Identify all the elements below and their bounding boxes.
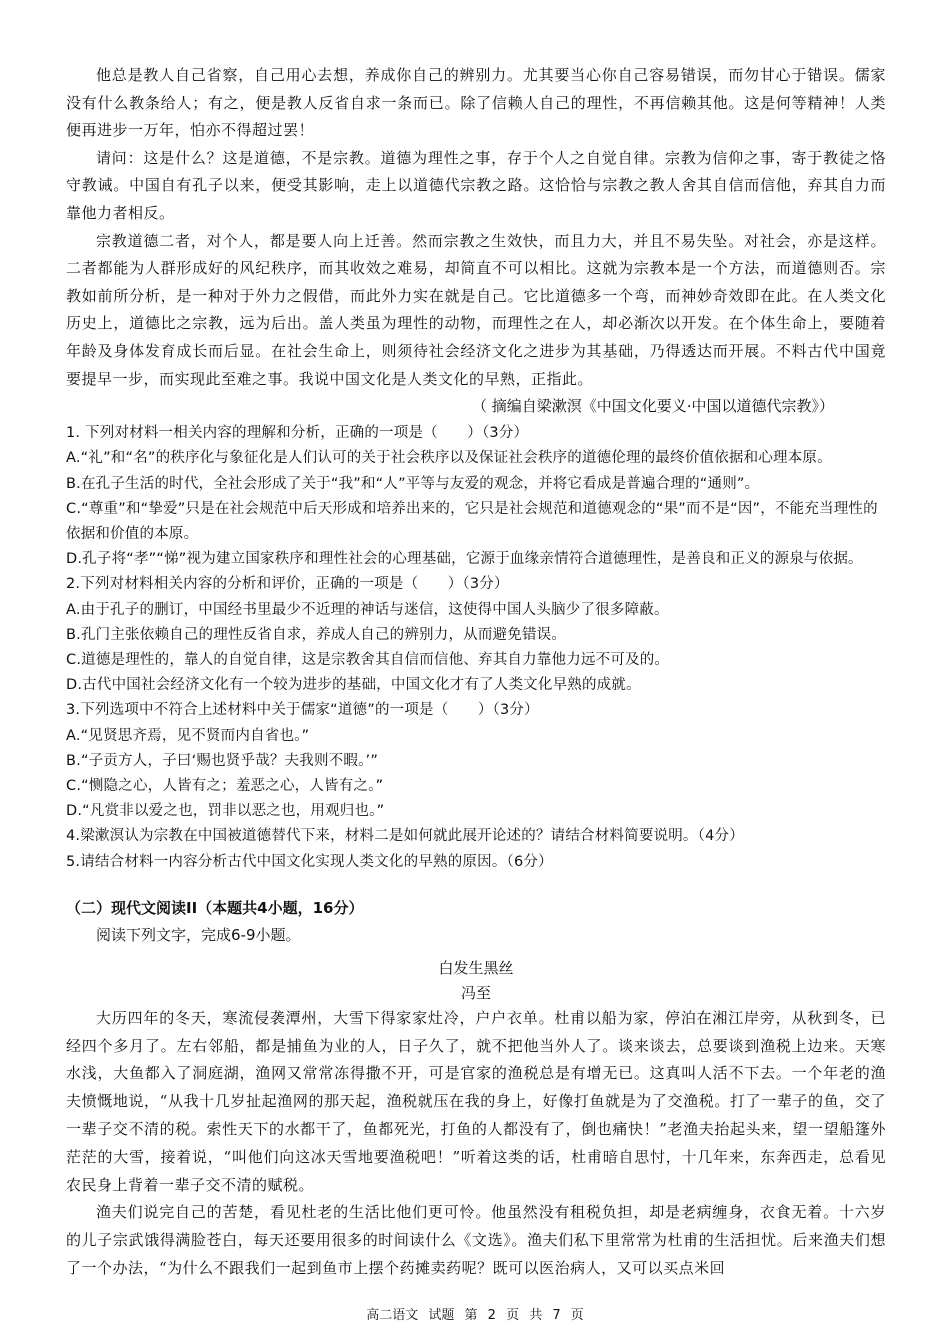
question-2-option-c: C.道德是理性的，靠人的自觉自律，这是宗教舍其自信而信他、弃其自力靠他力远不可及的。: [66, 651, 670, 668]
question-1-option-c: C.“尊重”和“挚爱”只是在社会规范中后天形成和培养出来的，它只是社会规范和道德观念的“果”而不是“因”，不能充当理性的依据和价值的本原。: [66, 500, 878, 542]
question-list: [66, 421, 886, 875]
question-3-option-d: D.“凡赏非以爱之也，罚非以恶之也，用观归也。”: [66, 803, 385, 820]
page-footer: [0, 1304, 950, 1323]
question-2-option-b: B.孔门主张依赖自己的理性反省自求，养成人自己的辨别力，从而避免错误。: [66, 626, 567, 643]
question-1-option-a: A.“礼”和“名”的秩序化与象征化是人们认可的关于社会秩序以及保证社会秩序的道德伦理的最终价值依据和心理本原。: [66, 450, 832, 467]
question-3-option-a: A.“见贤思齐焉，见不贤而内自省也。”: [66, 727, 310, 744]
material-paragraph: 宗教道德二者，对个人，都是要人向上迁善。然而宗教之生效快，而且力大，并且不易失坠。对社会，亦是这样。二者都能为人群形成好的风纪秩序，而其收效之难易，却简直不可以相比。这就为宗教本是一个方法，而道德则否。宗教如前所分析，是一种对于外力之假借，而此外力实在就是自己。它比道德多一个弯，而神妙奇效即在此。在人类文化历史上，道德比之宗教，远为后出。盖人类虽为理性的动物，而理性之在人，却必渐次以开发。在个体生命上，要随着年龄及身体发育成长而后显。在社会生命上，则须待社会经济文化之进步为其基础，乃得透达而开展。不料古代中国竟要提早一步，而实现此至难之事。我说中国文化是人类文化的早熟，正指此。: [66, 231, 886, 388]
question-1-option-d: D.孔子将“孝”“悌”视为建立国家秩序和理性社会的心理基础，它源于血缘亲情符合道德理性，是善良和正义的源泉与依据。: [66, 551, 863, 568]
section-instruction: 阅读下列文字，完成6-9小题。: [96, 925, 301, 944]
question-3-option-b: B.“子贡方人，子曰‘赐也贤乎哉？夫我则不暇。’”: [66, 752, 379, 769]
section-modern-reading-2: [66, 895, 886, 1283]
story-author: 冯至: [460, 983, 491, 1002]
question-2-option-a: A.由于孔子的删订，中国经书里最少不近理的神话与迷信，这使得中国人头脑少了很多障蔽。: [66, 601, 669, 618]
section-heading: （二）现代文阅读II（本题共4小题，16分）: [66, 898, 364, 917]
question-5: 5.请结合材料一内容分析古代中国文化实现人类文化的早熟的原因。（6分）: [66, 853, 553, 870]
question-2-option-d: D.古代中国社会经济文化有一个较为进步的基础，中国文化才有了人类文化早熟的成就。: [66, 677, 641, 694]
question-3-option-c: C.“恻隐之心，人皆有之；羞恶之心，人皆有之。”: [66, 777, 384, 794]
question-3: 3.下列选项中不符合上述材料中关于儒家“道德”的一项是（ ）（3分）: [66, 702, 539, 719]
material-two: [66, 62, 886, 420]
question-4: 4.梁漱溟认为宗教在中国被道德替代下来，材料二是如何就此展开论述的？请结合材料简要说明。（4分）: [66, 828, 744, 845]
footer-page-number: 第 2 页 共 7 页: [464, 1308, 584, 1323]
footer-subject: 高二语文: [366, 1308, 419, 1323]
question-1-option-b: B.在孔子生活的时代，全社会形成了关于“我”和“人”平等与友爱的观念，并将它看成是普遍合理的“通则”。: [66, 475, 760, 492]
material-paragraph: 请问：这是什么？这是道德，不是宗教。道德为理性之事，存于个人之自觉自律。宗教为信仰之事，寄于教徒之恪守教诫。中国自有孔子以来，便受其影响，走上以道德代宗教之路。这恰恰与宗教之教人舍其自信而信他，弃其自力而靠他力者相反。: [66, 148, 886, 222]
story-paragraph: 渔夫们说完自己的苦楚，看见杜老的生活比他们更可怜。他虽然没有租税负担，却是老病缠身，衣食无着。十六岁的儿子宗武饿得满脸苍白，每天还要用很多的时间读什么《文选》。渔夫们私下里常常为杜甫的生活担忧。后来渔夫们想了一个办法，“为什么不跟我们一起到鱼市上摆个药摊卖药呢？既可以医治病人，又可以买点米回: [66, 1203, 886, 1277]
question-2: 2.下列对材料相关内容的分析和评价，正确的一项是（ ）（3分）: [66, 576, 509, 593]
exam-page: [66, 62, 886, 1283]
question-1: 1. 下列对材料一相关内容的理解和分析，正确的一项是（ ）（3分）: [66, 425, 529, 442]
material-source: （ 摘编自梁漱溟《中国文化要义·中国以道德代宗教》）: [471, 397, 834, 416]
story-paragraph: 大历四年的冬天，寒流侵袭潭州，大雪下得家家灶冷，户户衣单。杜甫以船为家，停泊在湘江岸旁，从秋到冬，已经四个多月了。左右邻船，都是捕鱼为业的人，日子久了，就不把他当外人了。谈来谈去，总要谈到渔税上边来。天寒水浅，大鱼都入了洞庭湖，渔网又常常冻得撒不开，可是官家的渔税总是有增无已。这真叫人活不下去。一个年老的渔夫愤慨地说，“从我十几岁扯起渔网的那天起，渔税就压在我的身上，好像打鱼就是为了交渔税。打了一辈子的鱼，交了一辈子交不清的税。索性天下的水都干了，鱼都死光，打鱼的人都没有了，倒也痛快！”老渔夫抬起头来，望一望船篷外茫茫的大雪，接着说，“叫他们向这冰天雪地要渔税吧！”听着这类的话，杜甫暗自思忖，十几年来，东奔西走，总看见农民身上背着一辈子交不清的赋税。: [66, 1008, 886, 1194]
story-title: 白发生黑丝: [438, 958, 514, 977]
material-paragraph: 他总是教人自己省察，自己用心去想，养成你自己的辨别力。尤其要当心你自己容易错误，而勿甘心于错误。儒家没有什么教条给人；有之，便是教人反省自求一条而已。除了信赖人自己的理性，不再信赖其他。这是何等精神！人类便再进步一万年，怕亦不得超过罢！: [66, 66, 886, 140]
footer-type: 试题: [428, 1308, 455, 1323]
